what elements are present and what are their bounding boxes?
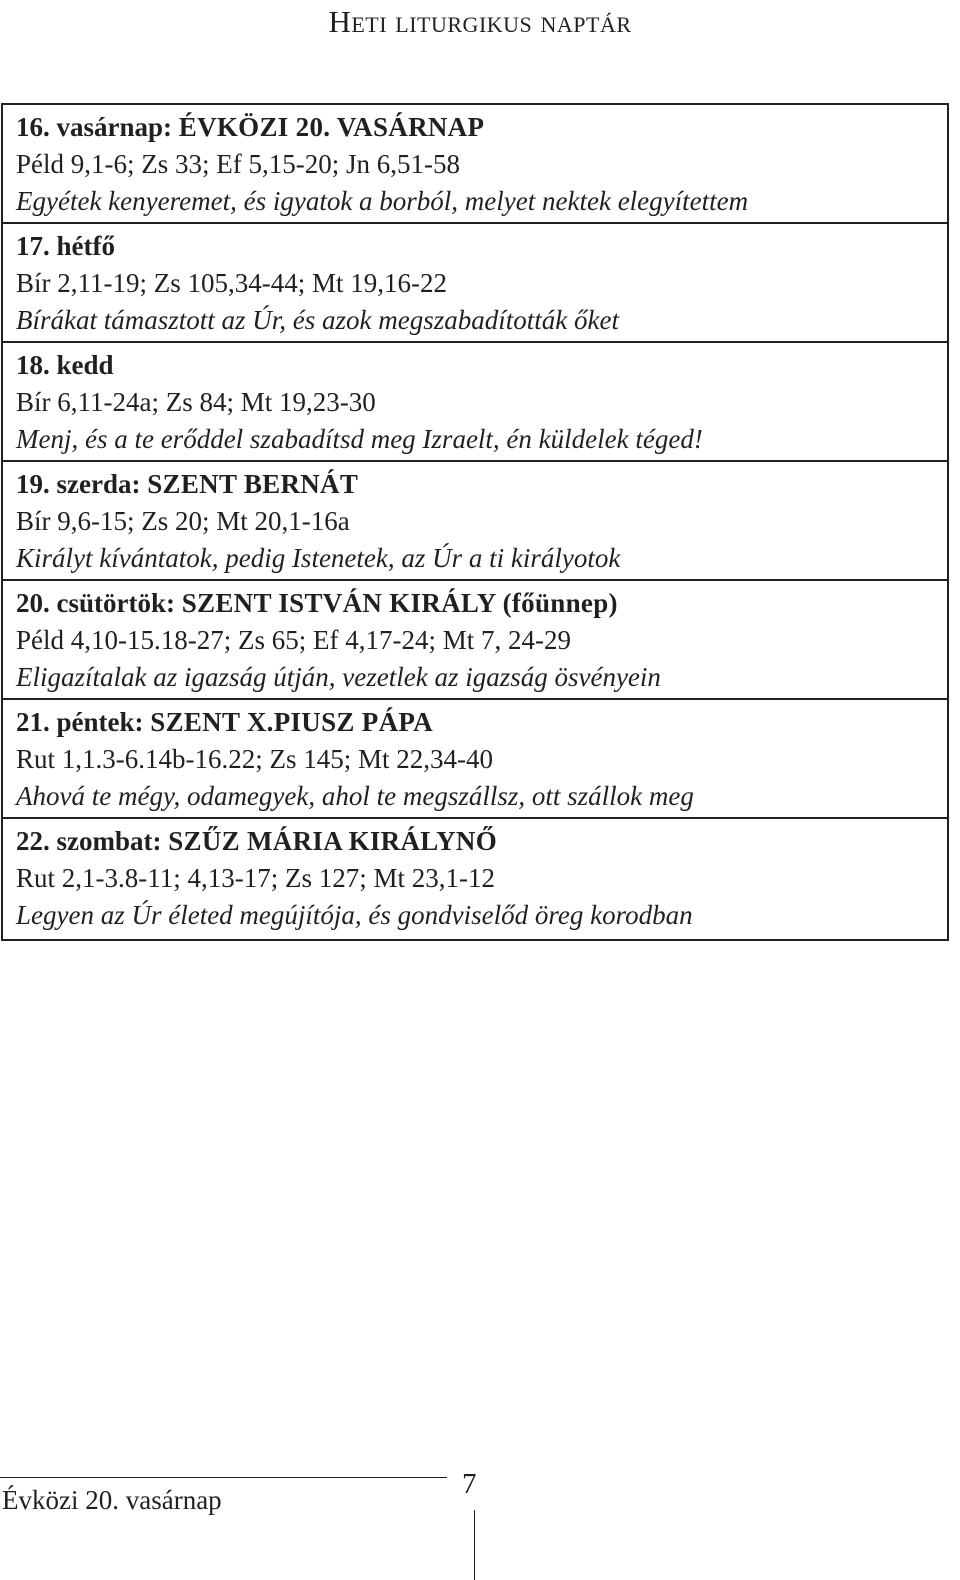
day-motto: Eligazítalak az igazság útján, vezetlek az igazság ösvényein: [16, 662, 661, 692]
day-motto: Ahová te mégy, odamegyek, ahol te megszállsz, ott szállok meg: [16, 781, 694, 811]
day-heading: [16, 704, 947, 741]
feast-name: SZŰZ MÁRIA KIRÁLYNŐ: [168, 826, 497, 856]
day-readings: Rut 2,1-3.8-11; 4,13-17; Zs 127; Mt 23,1-12: [16, 863, 495, 893]
day-readings: Péld 4,10-15.18-27; Zs 65; Ef 4,17-24; Mt 7, 24-29: [16, 625, 571, 655]
day-motto: Királyt kívántatok, pedig Istenetek, az Úr a ti királyotok: [16, 543, 621, 573]
day-label: 16. vasárnap:: [16, 112, 173, 142]
day-readings: Bír 9,6-15; Zs 20; Mt 20,1-16a: [16, 506, 350, 536]
page-title: Heti liturgikus naptár: [328, 4, 632, 39]
day-motto: Egyétek kenyeremet, és igyatok a borból, melyet nektek elegyítettem: [16, 186, 749, 216]
calendar-day-20: [3, 581, 947, 700]
day-label: 20. csütörtök:: [16, 588, 175, 618]
day-heading: [16, 228, 947, 265]
day-heading: [16, 466, 947, 503]
calendar-day-19: [3, 462, 947, 581]
calendar-day-21: [3, 700, 947, 819]
day-readings: Bír 2,11-19; Zs 105,34-44; Mt 19,16-22: [16, 268, 447, 298]
liturgical-calendar: [1, 103, 949, 941]
page-number-divider: [474, 1510, 475, 1580]
feast-name: SZENT X.PIUSZ PÁPA: [150, 707, 433, 737]
day-readings: Péld 9,1-6; Zs 33; Ef 5,15-20; Jn 6,51-58: [16, 149, 460, 179]
day-motto: Bírákat támasztott az Úr, és azok megszabadították őket: [16, 305, 619, 335]
day-heading: [16, 823, 947, 860]
day-heading: [16, 347, 947, 384]
day-label: 21. péntek:: [16, 707, 144, 737]
feast-name: ÉVKÖZI 20. VASÁRNAP: [178, 112, 485, 142]
day-label: 17. hétfő: [16, 231, 115, 261]
footer-section-title: Évközi 20. vasárnap: [2, 1485, 222, 1515]
day-label: 18. kedd: [16, 350, 114, 380]
day-label: 22. szombat:: [16, 826, 162, 856]
page-number: 7: [462, 1468, 477, 1500]
calendar-day-16: [3, 105, 947, 224]
day-label: 19. szerda:: [16, 469, 141, 499]
calendar-day-17: [3, 224, 947, 343]
day-heading: [16, 109, 947, 146]
day-readings: Rut 1,1.3-6.14b-16.22; Zs 145; Mt 22,34-40: [16, 744, 493, 774]
calendar-day-22: [3, 819, 947, 939]
footer-divider: [0, 1477, 447, 1478]
day-readings: Bír 6,11-24a; Zs 84; Mt 19,23-30: [16, 387, 376, 417]
calendar-day-18: [3, 343, 947, 462]
feast-name: SZENT ISTVÁN KIRÁLY (főünnep): [181, 588, 618, 618]
day-motto: Menj, és a te erőddel szabadítsd meg Izraelt, én küldelek téged!: [16, 424, 703, 454]
feast-name: SZENT BERNÁT: [147, 469, 359, 499]
day-motto: Legyen az Úr életed megújítója, és gondviselőd öreg korodban: [16, 900, 693, 930]
day-heading: [16, 585, 947, 622]
